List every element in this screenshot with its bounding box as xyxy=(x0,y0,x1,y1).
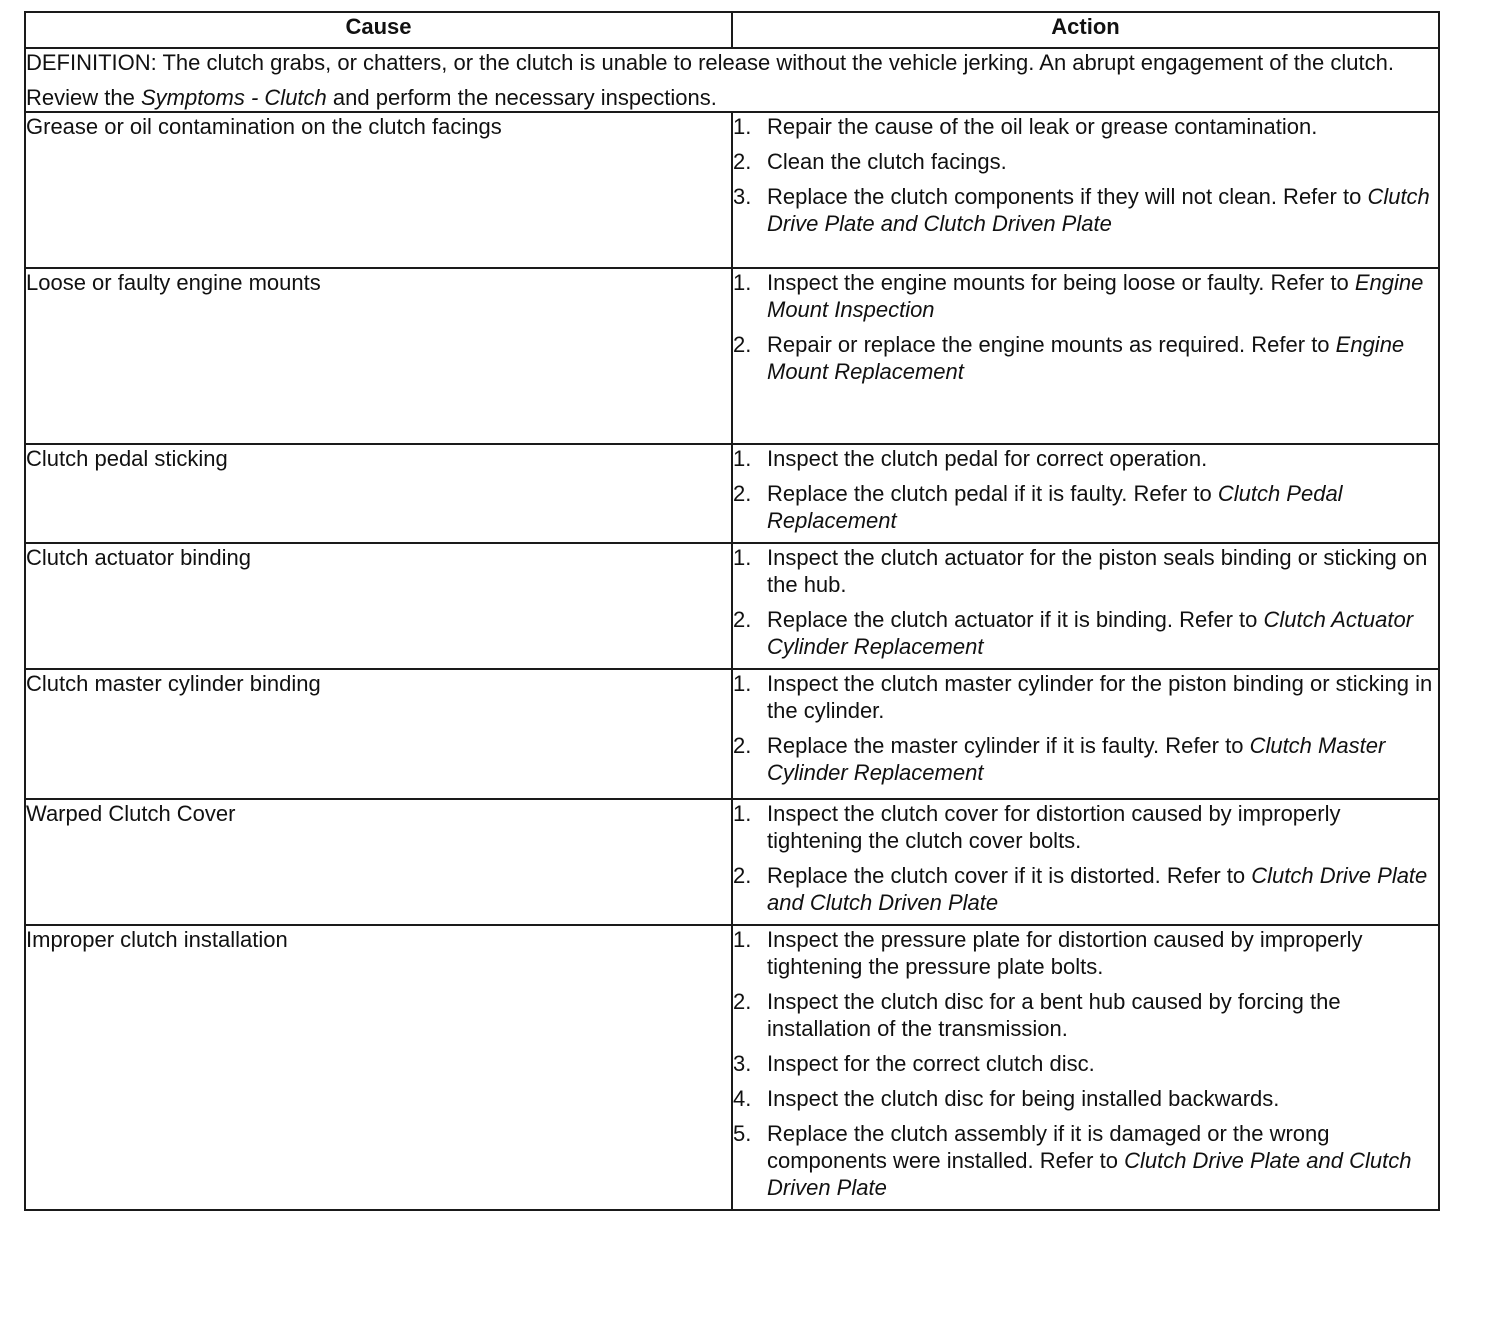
step-reference: Clutch Drive Plate and Clutch Driven Plate xyxy=(767,863,1428,915)
action-steps xyxy=(733,445,1438,534)
table-row xyxy=(25,444,1439,543)
action-step xyxy=(733,926,1438,980)
step-number: 1. xyxy=(733,446,752,471)
action-step xyxy=(733,670,1438,724)
cause-cell: Improper clutch installation xyxy=(25,925,732,1210)
cause-cell: Warped Clutch Cover xyxy=(25,799,732,925)
step-text: Replace the clutch actuator if it is binding. Refer to xyxy=(767,607,1264,632)
step-number: 2. xyxy=(733,863,752,888)
cause-cell: Clutch master cylinder binding xyxy=(25,669,732,799)
action-step xyxy=(733,331,1438,385)
step-number: 3. xyxy=(733,184,752,209)
step-number: 2. xyxy=(733,607,752,632)
step-number: 1. xyxy=(733,801,752,826)
action-step xyxy=(733,148,1438,175)
step-reference: Clutch Drive Plate and Clutch Driven Plate xyxy=(767,184,1430,236)
step-text: Inspect the pressure plate for distortion caused by improperly tightening the pressure plate bolts. xyxy=(767,927,1363,979)
header-action: Action xyxy=(732,12,1439,48)
cause-cell: Clutch actuator binding xyxy=(25,543,732,669)
action-step xyxy=(733,269,1438,323)
step-number: 1. xyxy=(733,545,752,570)
step-reference: Clutch Drive Plate and Clutch Driven Plate xyxy=(767,1148,1412,1200)
step-reference: Engine Mount Inspection xyxy=(767,270,1424,322)
action-cell xyxy=(732,925,1439,1210)
action-steps xyxy=(733,670,1438,786)
action-step xyxy=(733,1050,1438,1077)
step-text: Repair the cause of the oil leak or grease contamination. xyxy=(767,114,1318,139)
step-text: Inspect the clutch disc for being installed backwards. xyxy=(767,1086,1280,1111)
action-step xyxy=(733,445,1438,472)
step-number: 1. xyxy=(733,270,752,295)
action-step xyxy=(733,732,1438,786)
action-steps xyxy=(733,269,1438,385)
step-text: Replace the clutch cover if it is distorted. Refer to xyxy=(767,863,1252,888)
step-reference: Clutch Pedal Replacement xyxy=(767,481,1343,533)
step-text: Inspect the clutch pedal for correct operation. xyxy=(767,446,1208,471)
step-number: 4. xyxy=(733,1086,752,1111)
action-step xyxy=(733,800,1438,854)
action-steps xyxy=(733,800,1438,916)
action-cell xyxy=(732,543,1439,669)
step-reference: Clutch Actuator Cylinder Replacement xyxy=(767,607,1414,659)
step-text: Replace the master cylinder if it is faulty. Refer to xyxy=(767,733,1250,758)
header-row xyxy=(25,12,1439,48)
cause-cell: Grease or oil contamination on the clutch facings xyxy=(25,112,732,268)
step-reference: Clutch Master Cylinder Replacement xyxy=(767,733,1386,785)
table-row xyxy=(25,268,1439,444)
step-number: 2. xyxy=(733,481,752,506)
table-row xyxy=(25,669,1439,799)
step-number: 5. xyxy=(733,1121,752,1146)
action-cell xyxy=(732,444,1439,543)
definition-text: DEFINITION: The clutch grabs, or chatters, or the clutch is unable to release without the vehicle jerking. An abrupt engagement of the clutch. xyxy=(26,50,1394,75)
header-cause: Cause xyxy=(25,12,732,48)
step-text: Inspect the clutch cover for distortion caused by improperly tightening the clutch cover bolts. xyxy=(767,801,1341,853)
diagnostic-table xyxy=(24,11,1440,1211)
document-page xyxy=(24,11,1438,1211)
review-suffix: and perform the necessary inspections. xyxy=(326,85,717,110)
action-step xyxy=(733,606,1438,660)
step-number: 2. xyxy=(733,332,752,357)
action-steps xyxy=(733,926,1438,1201)
step-text: Inspect the clutch actuator for the piston seals binding or sticking on the hub. xyxy=(767,545,1428,597)
step-number: 2. xyxy=(733,989,752,1014)
table-row xyxy=(25,925,1439,1210)
action-step xyxy=(733,988,1438,1042)
action-step xyxy=(733,1120,1438,1201)
action-steps xyxy=(733,544,1438,660)
action-step xyxy=(733,862,1438,916)
step-number: 2. xyxy=(733,733,752,758)
step-text: Inspect the engine mounts for being loose or faulty. Refer to xyxy=(767,270,1355,295)
action-cell xyxy=(732,112,1439,268)
step-text: Inspect the clutch disc for a bent hub caused by forcing the installation of the transmission. xyxy=(767,989,1341,1041)
action-step xyxy=(733,113,1438,140)
action-cell xyxy=(732,669,1439,799)
step-reference: Engine Mount Replacement xyxy=(767,332,1405,384)
action-cell xyxy=(732,799,1439,925)
step-number: 1. xyxy=(733,927,752,952)
review-prefix: Review the xyxy=(26,85,141,110)
step-number: 1. xyxy=(733,671,752,696)
step-text: Replace the clutch assembly if it is damaged or the wrong components were installed. Refer to xyxy=(767,1121,1330,1173)
step-text: Inspect the clutch master cylinder for the piston binding or sticking in the cylinder. xyxy=(767,671,1433,723)
action-step xyxy=(733,480,1438,534)
action-step xyxy=(733,1085,1438,1112)
table-row xyxy=(25,799,1439,925)
cause-cell: Loose or faulty engine mounts xyxy=(25,268,732,444)
table-row xyxy=(25,543,1439,669)
table-row xyxy=(25,112,1439,268)
step-number: 2. xyxy=(733,149,752,174)
step-number: 3. xyxy=(733,1051,752,1076)
step-text: Inspect for the correct clutch disc. xyxy=(767,1051,1095,1076)
step-number: 1. xyxy=(733,114,752,139)
step-text: Replace the clutch components if they will not clean. Refer to xyxy=(767,184,1368,209)
action-step xyxy=(733,183,1438,237)
action-step xyxy=(733,544,1438,598)
step-text: Clean the clutch facings. xyxy=(767,149,1007,174)
definition-cell xyxy=(25,48,1439,112)
review-text xyxy=(26,84,1438,111)
review-reference: Symptoms - Clutch xyxy=(140,85,327,110)
step-text: Repair or replace the engine mounts as required. Refer to xyxy=(767,332,1336,357)
definition-row xyxy=(25,48,1439,112)
action-cell xyxy=(732,268,1439,444)
action-steps xyxy=(733,113,1438,237)
step-text: Replace the clutch pedal if it is faulty. Refer to xyxy=(767,481,1218,506)
cause-cell: Clutch pedal sticking xyxy=(25,444,732,543)
